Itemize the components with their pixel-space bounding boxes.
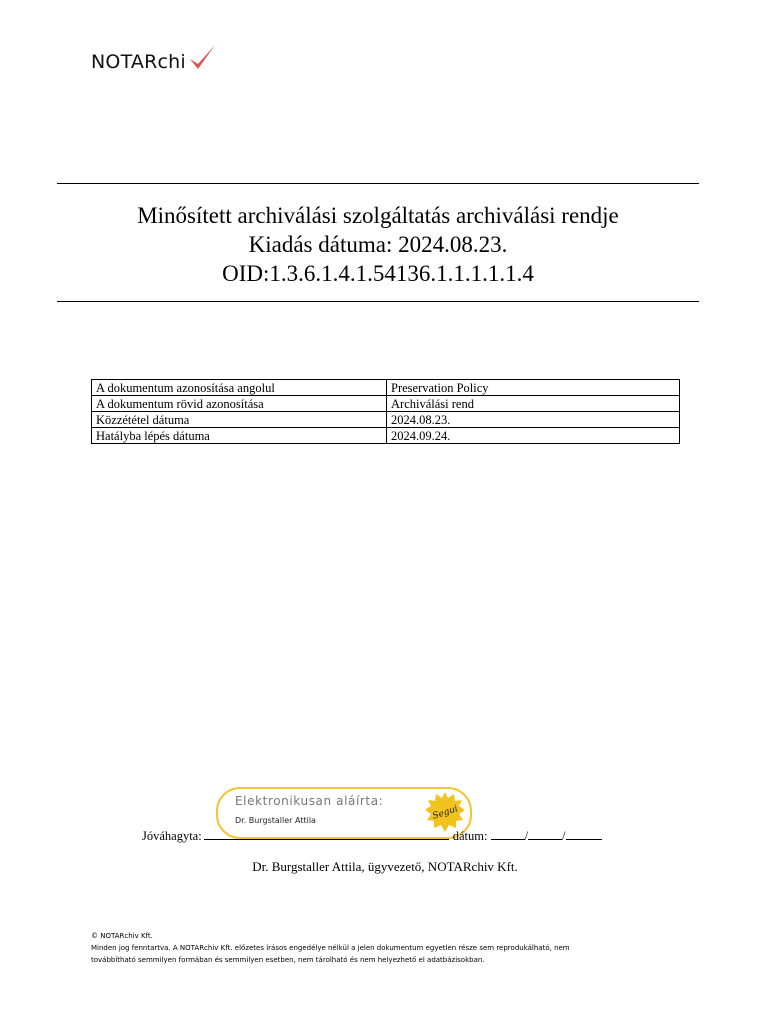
title-line-3: OID:1.3.6.1.4.1.54136.1.1.1.1.1.4	[222, 261, 534, 286]
footer-notice	[91, 930, 570, 966]
table-row	[92, 412, 680, 428]
table-cell-value: Archiválási rend	[387, 396, 680, 412]
footer-rights-line-1: Minden jog fenntartva. A NOTARchiv Kft. előzetes írásos engedélye nélkül a jelen dokumentum egyetlen része sem reprodukálható, nem	[91, 944, 570, 952]
logo-text: NOTARchi	[91, 51, 186, 73]
table-cell-key: A dokumentum azonosítása angolul	[92, 380, 387, 396]
date-month-blank	[528, 829, 562, 840]
table-cell-value: 2024.09.24.	[387, 428, 680, 444]
approval-signature-line	[204, 829, 449, 840]
signature-signer-name: Dr. Burgstaller Attila	[235, 816, 316, 825]
table-row	[92, 396, 680, 412]
date-label: dátum:	[452, 829, 488, 843]
signer-line: Dr. Burgstaller Attila, ügyvezető, NOTARchiv Kft.	[252, 859, 518, 874]
table-cell-key: A dokumentum rövid azonosítása	[92, 396, 387, 412]
table-cell-value: 2024.08.23.	[387, 412, 680, 428]
footer-copyright: © NOTARchiv Kft.	[91, 932, 153, 940]
date-year-blank	[566, 829, 602, 840]
table-cell-key: Közzététel dátuma	[92, 412, 387, 428]
signature-label: Elektronikusan aláírta:	[235, 794, 384, 808]
document-title	[57, 201, 699, 288]
table-row	[92, 428, 680, 444]
footer-rights-line-2: továbbítható semmilyen formában és semmilyen esetben, nem tárolható és nem helyezhető el adatbázisokban.	[91, 956, 485, 964]
table-cell-key: Hatályba lépés dátuma	[92, 428, 387, 444]
notarchiv-logo	[91, 42, 217, 73]
signature-seal-icon	[424, 791, 466, 833]
bottom-rule	[57, 301, 699, 302]
table-row	[92, 380, 680, 396]
document-metadata-table	[91, 379, 680, 444]
checkmark-icon	[187, 42, 217, 72]
approval-line: Jóváhagyta: dátum: / /	[142, 829, 602, 844]
approval-label: Jóváhagyta:	[142, 829, 202, 843]
title-line-2: Kiadás dátuma: 2024.08.23.	[248, 232, 508, 257]
table-cell-value: Preservation Policy	[387, 380, 680, 396]
svg-text:Segui: Segui	[431, 804, 460, 822]
top-rule	[57, 183, 699, 184]
date-day-blank	[491, 829, 525, 840]
title-line-1: Minősített archiválási szolgáltatás archiválási rendje	[137, 203, 619, 228]
